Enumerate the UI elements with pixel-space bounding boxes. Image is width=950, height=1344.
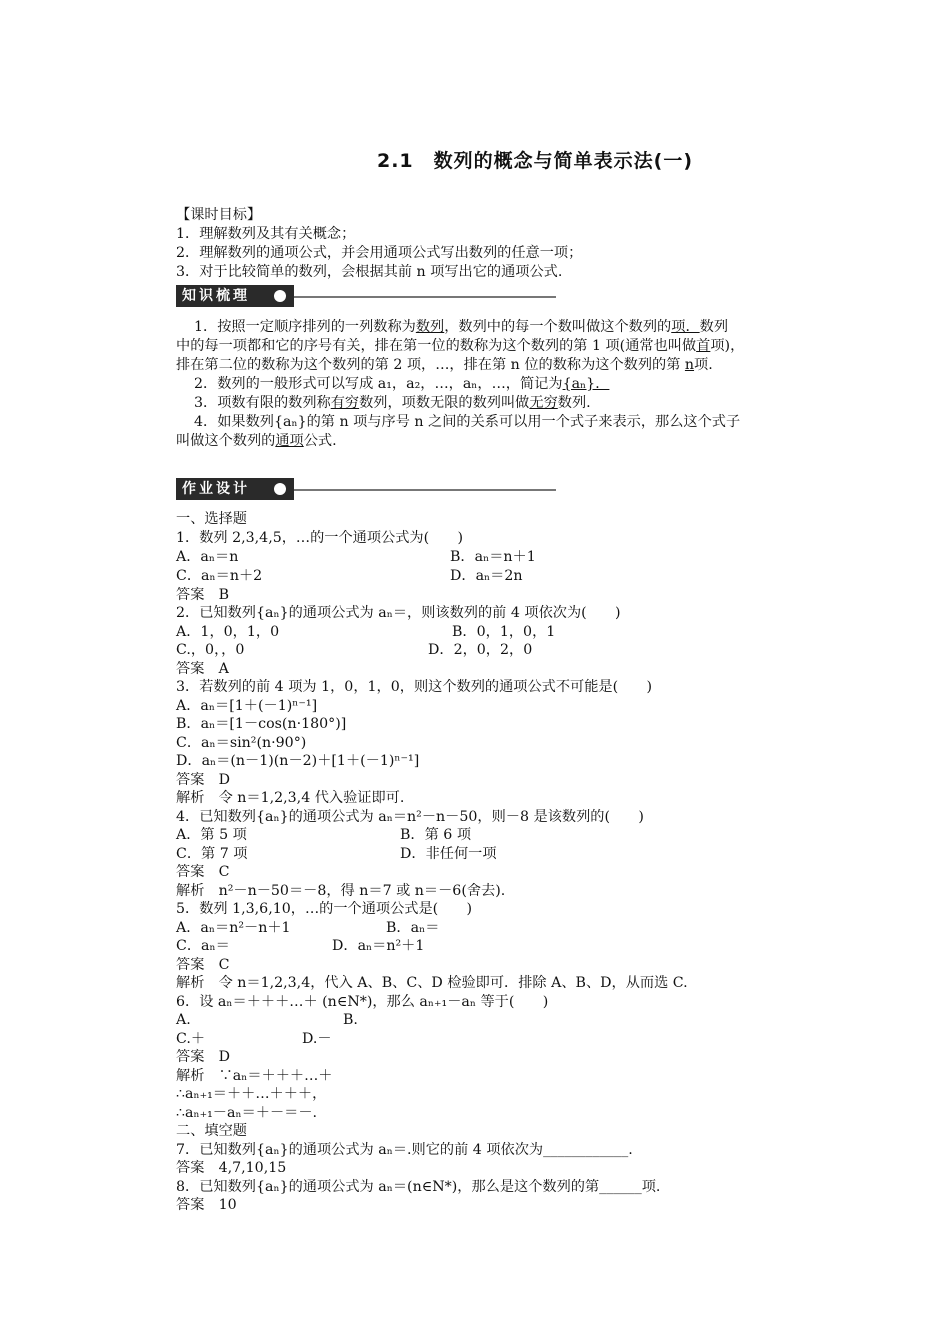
q5-option-c: C．aₙ＝ (176, 938, 230, 954)
q6-option-d: D.－ (302, 1031, 332, 1047)
knowledge-p1-line1: 1．按照一定顺序排列的一列数称为数列，数列中的每一个数叫做这个数列的项．数列 (194, 319, 729, 335)
question-5: 5．数列 1,3,6,10，…的一个通项公式是( ) (176, 901, 473, 917)
section-header-knowledge (176, 285, 556, 307)
section-header-exercise (176, 478, 556, 500)
q6-option-c: C.＋ (176, 1031, 206, 1047)
q6-option-a: A. (176, 1012, 191, 1028)
knowledge-p3: 3．项数有限的数列称有穷数列，项数无限的数列叫做无穷数列. (194, 395, 591, 411)
knowledge-p1-line2: 中的每一项都和它的序号有关，排在第一位的数称为这个数列的第 1 项(通常也叫做首项)， (176, 338, 745, 354)
q3-option-a: A．aₙ＝[1＋(－1)ⁿ⁻¹] (176, 698, 318, 714)
q6-option-b: B. (343, 1012, 358, 1028)
q1-answer: 答案 B (176, 587, 229, 603)
q1-option-c: C．aₙ＝n＋2 (176, 568, 263, 584)
q7-answer: 答案 4,7,10,15 (176, 1160, 287, 1176)
goal-item-3: 3．对于比较简单的数列，会根据其前 n 项写出它的通项公式. (176, 264, 563, 280)
q4-option-b: B．第 6 项 (400, 827, 472, 843)
page-title: 2.1 数列的概念与简单表示法(一) (376, 150, 694, 172)
goal-item-2: 2．理解数列的通项公式，并会用通项公式写出数列的任意一项； (176, 245, 583, 261)
section-label: 知识梳理 (176, 285, 294, 307)
q6-explanation-1: 解析 ∵aₙ＝＋＋＋…＋ (176, 1068, 333, 1084)
q4-answer: 答案 C (176, 864, 230, 880)
q4-option-d: D．非任何一项 (400, 846, 497, 862)
q1-option-d: D．aₙ＝2n (450, 568, 523, 584)
q3-option-d: D．aₙ＝(n－1)(n－2)＋[1＋(－1)ⁿ⁻¹] (176, 753, 420, 769)
knowledge-p4-line2: 叫做这个数列的通项公式. (176, 433, 337, 449)
q2-option-a: A．1，0，1，0 (176, 624, 280, 640)
part-heading-fill: 二、填空题 (176, 1123, 247, 1139)
section-rule (294, 489, 556, 491)
knowledge-p2: 2．数列的一般形式可以写成 a₁，a₂，…，aₙ，…，简记为{aₙ}． (194, 376, 610, 392)
knowledge-p4-line1: 4．如果数列{aₙ}的第 n 项与序号 n 之间的关系可以用一个式子来表示，那么这个式子 (194, 414, 741, 430)
q6-explanation-3: ∴aₙ₊₁－aₙ＝＋－＝－. (176, 1105, 318, 1121)
q2-answer: 答案 A (176, 661, 229, 677)
q5-answer: 答案 C (176, 957, 230, 973)
q2-option-b: B．0，1，0，1 (452, 624, 556, 640)
goals-heading: 【课时目标】 (176, 207, 262, 223)
question-8: 8．已知数列{aₙ}的通项公式为 aₙ＝(n∈N*)，那么是这个数列的第______项. (176, 1179, 661, 1195)
part-heading-choice: 一、选择题 (176, 511, 247, 527)
q3-answer: 答案 D (176, 772, 230, 788)
question-1: 1．数列 2,3,4,5，…的一个通项公式为( ) (176, 530, 464, 546)
q3-option-c: C．aₙ＝sin²(n·90°) (176, 735, 307, 751)
q3-option-b: B．aₙ＝[1－cos(n·180°)] (176, 716, 347, 732)
question-4: 4．已知数列{aₙ}的通项公式为 aₙ＝n²－n－50，则－8 是该数列的( ) (176, 809, 644, 825)
question-6: 6．设 aₙ＝＋＋＋…＋ (n∈N*)，那么 aₙ₊₁－aₙ 等于( ) (176, 994, 549, 1010)
q6-answer: 答案 D (176, 1049, 230, 1065)
q8-answer: 答案 10 (176, 1197, 237, 1213)
q1-option-a: A．aₙ＝n (176, 549, 239, 565)
question-7: 7．已知数列{aₙ}的通项公式为 aₙ＝.则它的前 4 项依次为____________. (176, 1142, 633, 1158)
q4-option-c: C．第 7 项 (176, 846, 248, 862)
knowledge-p1-line3: 排在第二位的数称为这个数列的第 2 项，…，排在第 n 位的数称为这个数列的第 n项. (176, 357, 713, 373)
bullet-dot-icon (274, 483, 286, 495)
q4-option-a: A．第 5 项 (176, 827, 247, 843)
q6-explanation-2: ∴aₙ₊₁＝＋＋…＋＋＋， (176, 1086, 327, 1102)
q1-option-b: B．aₙ＝n＋1 (450, 549, 536, 565)
q5-option-b: B．aₙ＝ (386, 920, 440, 936)
q5-option-a: A．aₙ＝n²－n＋1 (176, 920, 291, 936)
question-3: 3．若数列的前 4 项为 1，0，1，0，则这个数列的通项公式不可能是( ) (176, 679, 653, 695)
q2-option-c: C.，0，，0 (176, 642, 245, 658)
q5-option-d: D．aₙ＝n²＋1 (332, 938, 425, 954)
goal-item-1: 1．理解数列及其有关概念； (176, 226, 356, 242)
question-2: 2．已知数列{aₙ}的通项公式为 aₙ＝，则该数列的前 4 项依次为( ) (176, 605, 621, 621)
q5-explanation: 解析 令 n＝1,2,3,4，代入 A、B、C、D 检验即可．排除 A、B、D，从而选 C. (176, 975, 688, 991)
q4-explanation: 解析 n²－n－50＝－8，得 n＝7 或 n＝－6(舍去). (176, 883, 506, 899)
section-label: 作业设计 (176, 478, 294, 500)
q3-explanation: 解析 令 n＝1,2,3,4 代入验证即可. (176, 790, 405, 806)
section-rule (294, 296, 556, 298)
bullet-dot-icon (274, 290, 286, 302)
q2-option-d: D．2，0，2，0 (428, 642, 533, 658)
